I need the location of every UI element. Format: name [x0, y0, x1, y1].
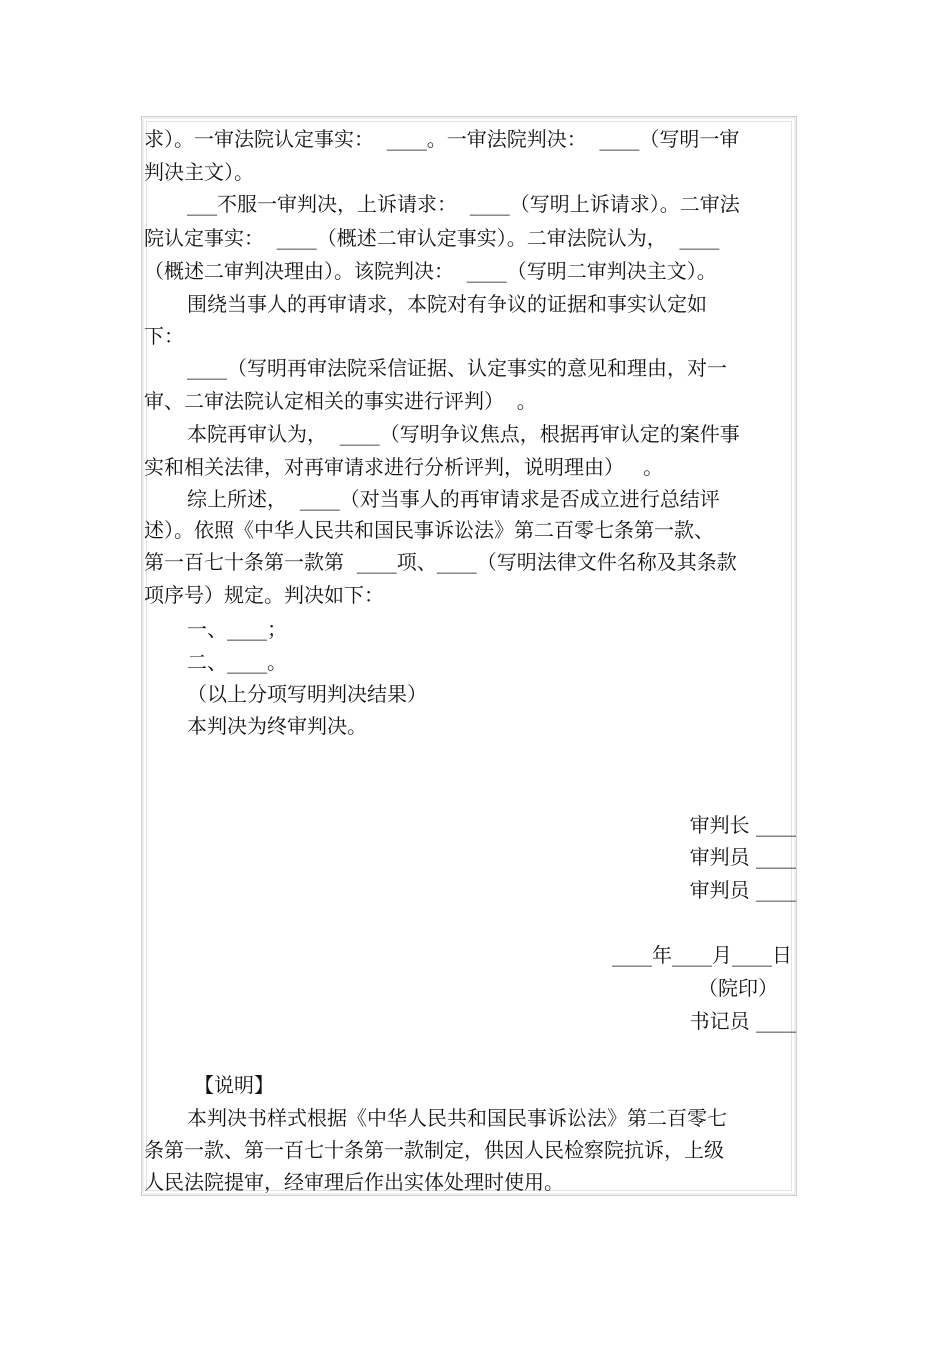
judgment-item-1: 一、____；: [187, 617, 287, 641]
judgment-date: ____年____月____日: [612, 943, 792, 967]
clerk-signature: 书记员 ____: [689, 1009, 796, 1033]
judge-signature-1: 审判员 ____: [689, 845, 796, 869]
body-line-3: ___不服一审判决，上诉请求： ____（写明上诉请求）。二审法: [187, 192, 740, 216]
notes-heading: 【说明】: [194, 1073, 274, 1097]
body-line-4: 院认定事实： ____（概述二审认定事实）。二审法院认为， ____: [144, 226, 720, 250]
body-line-1: 求）。一审法院认定事实： ____。一审法院判决： ____（写明一审: [144, 127, 740, 151]
final-judgment-statement: 本判决为终审判决。: [187, 714, 367, 738]
judge-signature-2: 审判员 ____: [689, 878, 796, 902]
notes-line-2: 条第一款、第一百七十条第一款制定，供因人民检察院抗诉，上级: [144, 1138, 724, 1162]
body-line-14: 第一百七十条第一款第 ____项、____（写明法律文件名称及其条款: [144, 550, 737, 574]
judgment-note: （以上分项写明判决结果）: [187, 682, 427, 706]
body-line-7: 下：: [144, 324, 184, 348]
chief-judge-signature: 审判长 ____: [689, 813, 796, 837]
body-line-12: 综上所述， ____（对当事人的再审请求是否成立进行总结评: [187, 487, 720, 511]
body-line-11: 实和相关法律，对再审请求进行分析评判，说明理由） 。: [144, 455, 664, 479]
body-line-6: 围绕当事人的再审请求，本院对有争议的证据和事实认定如: [187, 292, 707, 316]
notes-line-1: 本判决书样式根据《中华人民共和国民事诉讼法》第二百零七: [187, 1106, 727, 1130]
body-line-9: 审、二审法院认定相关的事实进行评判） 。: [144, 389, 537, 413]
notes-line-3: 人民法院提审，经审理后作出实体处理时使用。: [144, 1170, 564, 1194]
body-line-5: （概述二审判决理由）。该院判决： ____（写明二审判决主文）。: [144, 259, 717, 283]
body-line-2: 判决主文）。: [144, 160, 254, 184]
judgment-item-2: 二、____。: [187, 650, 287, 674]
body-line-8: ____（写明再审法院采信证据、认定事实的意见和理由，对一: [187, 356, 727, 380]
body-line-13: 述）。依照《中华人民共和国民事诉讼法》第二百零七条第一款、: [144, 518, 714, 542]
body-line-15: 项序号）规定。判决如下：: [144, 583, 384, 607]
court-seal: （院印）: [698, 976, 778, 1000]
body-line-10: 本院再审认为， ____（写明争议焦点，根据再审认定的案件事: [187, 422, 740, 446]
